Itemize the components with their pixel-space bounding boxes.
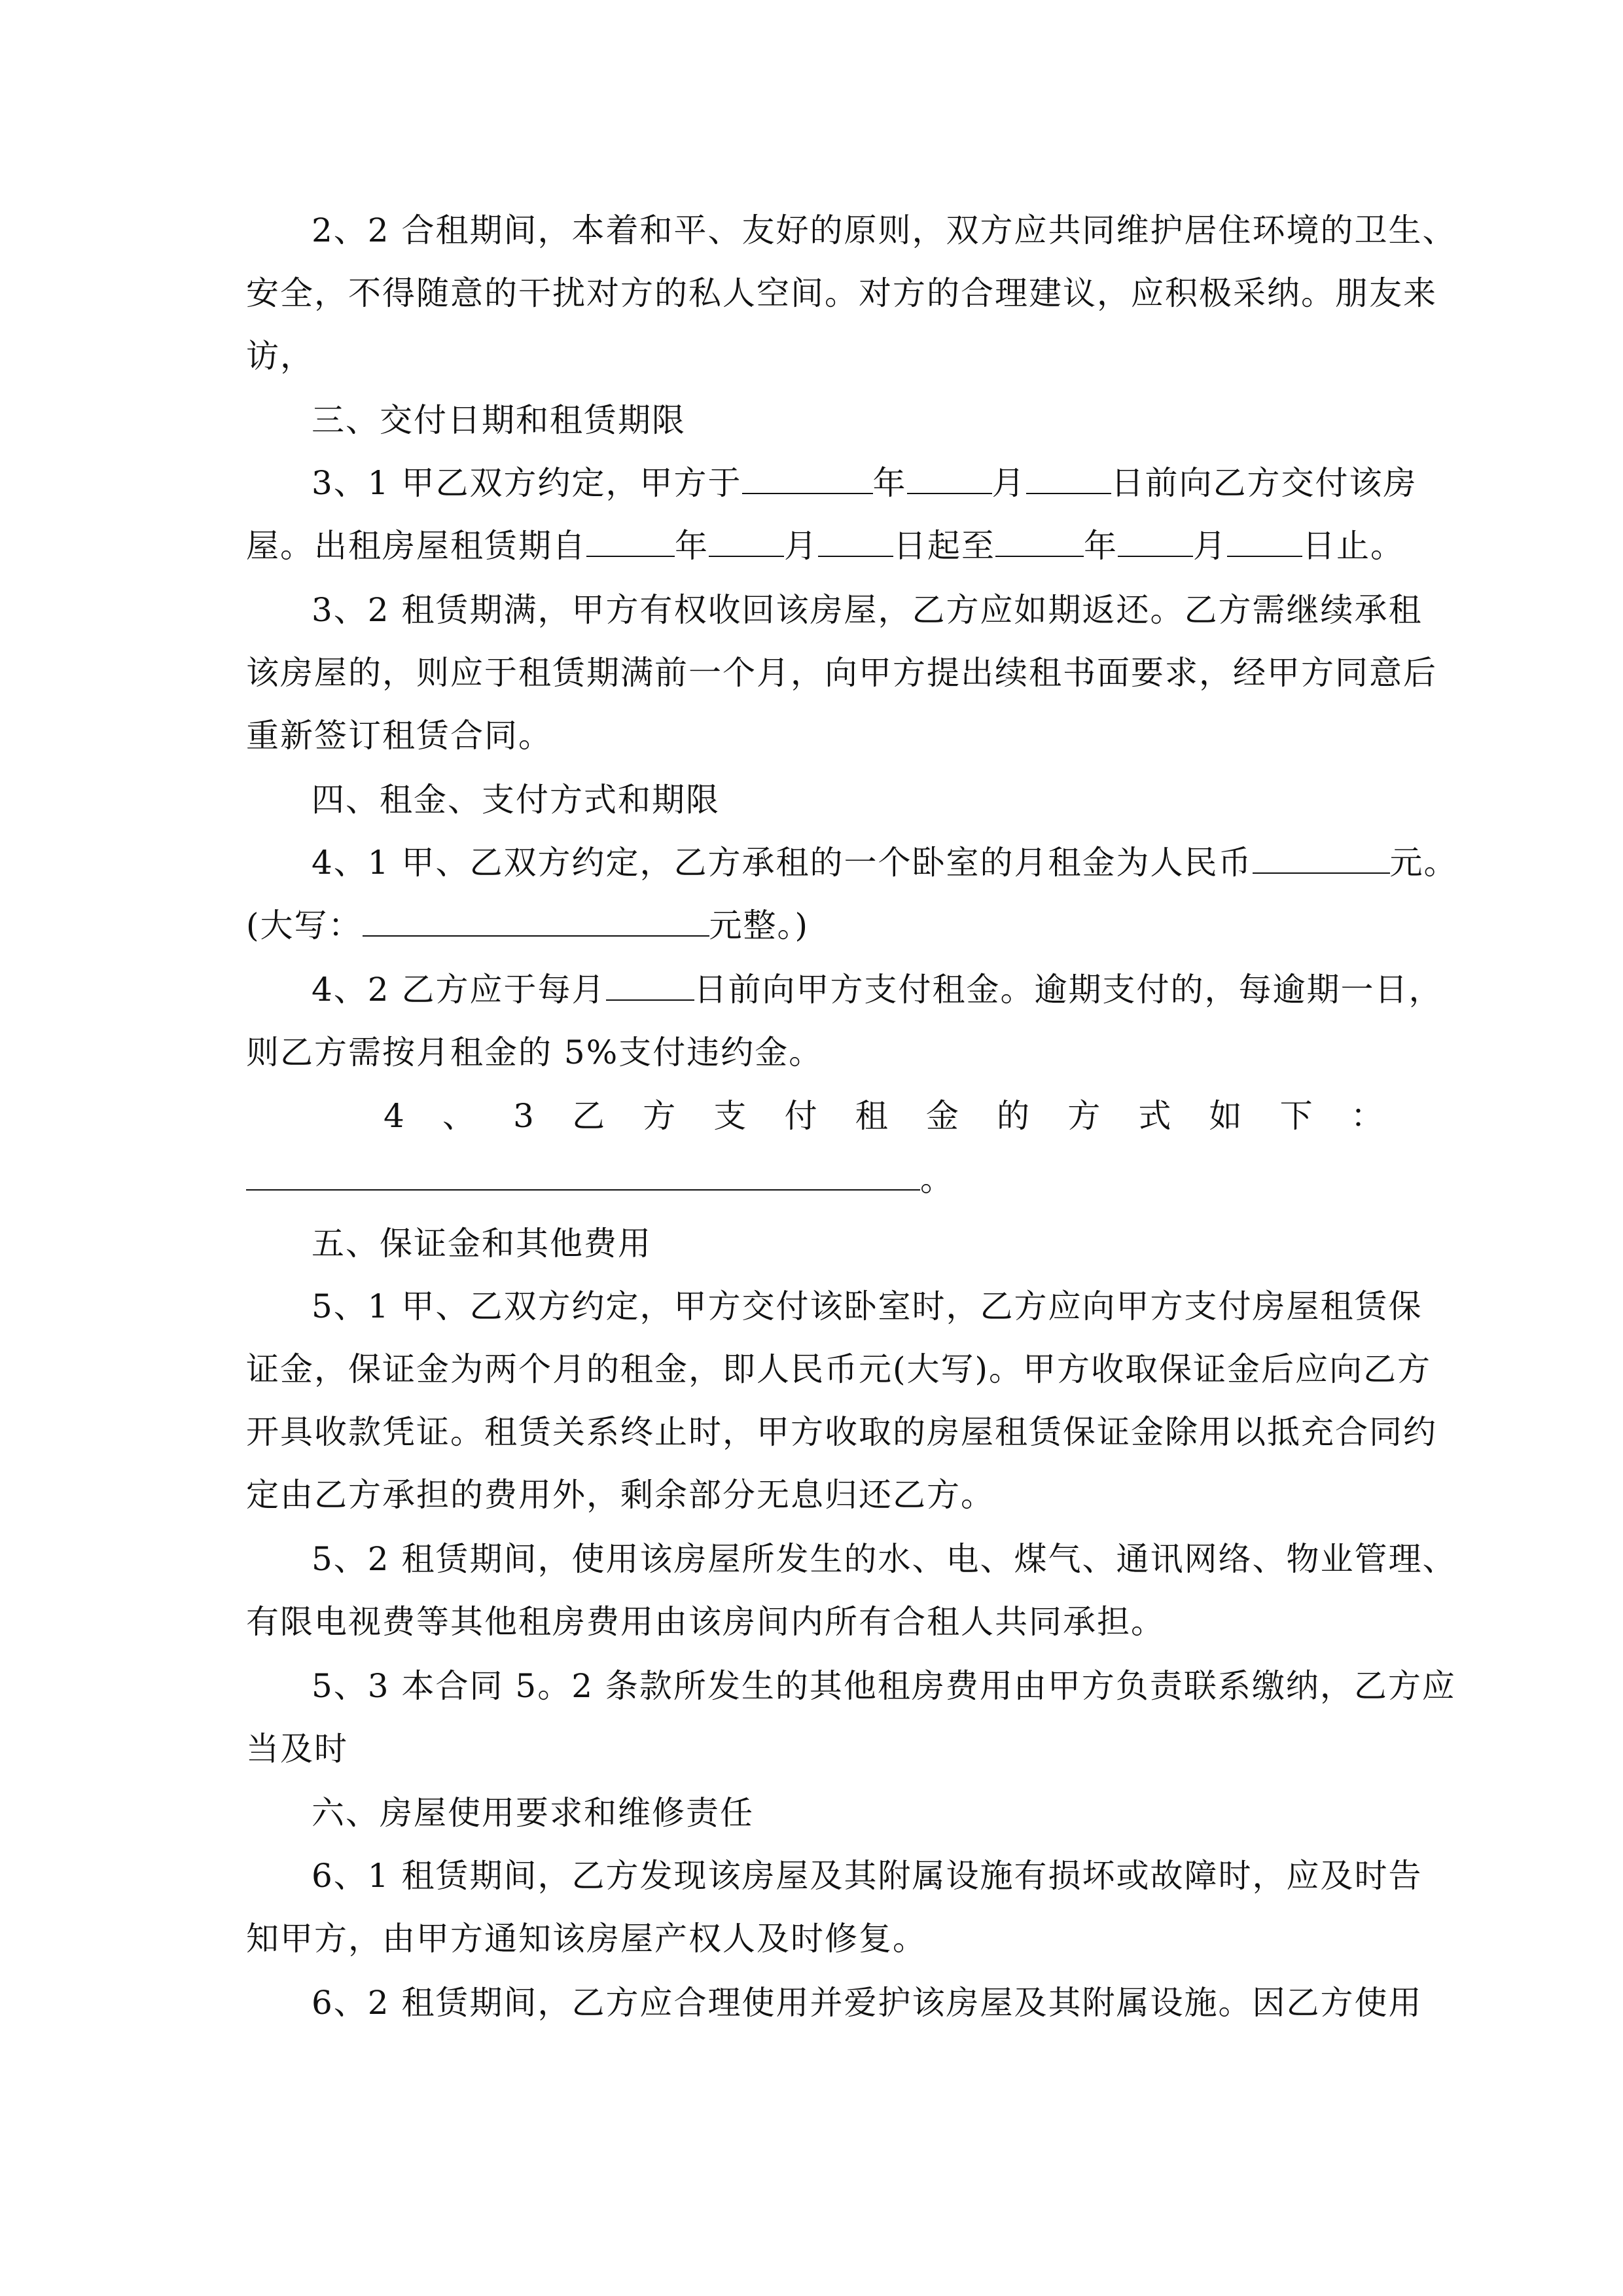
text: 月: [1193, 527, 1227, 565]
paragraph-5-1-line-4: 定由乙方承担的费用外，剩余部分无息归还乙方。: [246, 1476, 995, 1514]
paragraph-6-1-line-1: 6、1 租赁期间，乙方发现该房屋及其附属设施有损坏或故障时，应及时告: [312, 1857, 1423, 1895]
blank-field: [1026, 464, 1111, 494]
paragraph-3-1-line-2: [246, 526, 1404, 565]
paragraph-3-2-line-1: 3、2 租赁期满，甲方有权收回该房屋，乙方应如期返还。乙方需继续承租: [312, 591, 1423, 629]
text: 年: [872, 464, 907, 502]
blank-field: [818, 527, 893, 557]
char: 方: [643, 1097, 677, 1135]
section-heading-3: 三、交付日期和租赁期限: [312, 401, 686, 439]
text: (大写：: [246, 906, 363, 944]
blank-field: [907, 464, 992, 494]
section-heading-6: 六、房屋使用要求和维修责任: [312, 1794, 754, 1832]
char: 、: [442, 1097, 476, 1135]
blank-field: [995, 527, 1084, 557]
text: 元整。): [709, 906, 810, 944]
text: 元。: [1389, 844, 1458, 882]
paragraph-5-1-line-1: 5、1 甲、乙双方约定，甲方交付该卧室时，乙方应向甲方支付房屋租赁保: [312, 1287, 1423, 1325]
paragraph-4-1-line-1: [312, 843, 1458, 882]
blank-field: [586, 527, 675, 557]
char: 支: [713, 1097, 748, 1135]
blank-field: [246, 1160, 920, 1191]
blank-field: [1118, 527, 1193, 557]
paragraph-4-2-line-2: 则乙方需按月租金的 5%支付违约金。: [246, 1033, 823, 1071]
paragraph-2-2-line-2: 安全，不得随意的干扰对方的私人空间。对方的合理建议，应积极采纳。朋友来: [246, 274, 1437, 312]
text: 日前向乙方交付该房: [1111, 464, 1418, 502]
text: 屋。出租房屋租赁期自: [246, 527, 586, 565]
paragraph-4-1-line-2: [246, 906, 1391, 945]
paragraph-5-3-line-1: 5、3 本合同 5。2 条款所发生的其他租房费用由甲方负责联系缴纳，乙方应: [312, 1667, 1456, 1705]
section-heading-4: 四、租金、支付方式和期限: [312, 781, 720, 819]
paragraph-6-1-line-2: 知甲方，由甲方通知该房屋产权人及时修复。: [246, 1920, 927, 1958]
paragraph-5-1-line-3: 开具收款凭证。租赁关系终止时，甲方收取的房屋租赁保证金除用以抵充合同约: [246, 1413, 1437, 1451]
char: 的: [997, 1097, 1031, 1135]
blank-field: [1227, 527, 1302, 557]
paragraph-4-3-line-1: [383, 1096, 1385, 1136]
paragraph-5-1-line-2: 证金，保证金为两个月的租金，即人民币元(大写)。甲方收取保证金后应向乙方: [246, 1350, 1432, 1388]
paragraph-5-2-line-1: 5、2 租赁期间，使用该房屋所发生的水、电、煤气、通讯网络、物业管理、: [312, 1540, 1457, 1578]
paragraph-5-2-line-2: 有限电视费等其他租房费用由该房间内所有合租人共同承担。: [246, 1603, 1165, 1641]
paragraph-3-1-line-1: [312, 463, 1418, 503]
text: 年: [675, 527, 709, 565]
paragraph-4-3-line-2: [246, 1160, 1391, 1199]
char: 乙: [572, 1097, 607, 1135]
text: 3、1 甲乙双方约定，甲方于: [312, 464, 742, 502]
blank-field: [742, 464, 873, 494]
char: 4: [383, 1097, 406, 1135]
char: 式: [1138, 1097, 1173, 1135]
char: 方: [1067, 1097, 1102, 1135]
blank-field: [709, 527, 784, 557]
paragraph-2-2-line-3: 访，: [246, 337, 314, 375]
text: 4、1 甲、乙双方约定，乙方承租的一个卧室的月租金为人民币: [312, 844, 1253, 882]
text: 月: [991, 464, 1026, 502]
blank-field: [606, 971, 694, 1001]
section-heading-5: 五、保证金和其他费用: [312, 1225, 652, 1263]
text: 月: [784, 527, 818, 565]
paragraph-3-2-line-2: 该房屋的，则应于租赁期满前一个月，向甲方提出续租书面要求，经甲方同意后: [246, 654, 1437, 692]
text: 年: [1084, 527, 1118, 565]
paragraph-6-2-line-1: 6、2 租赁期间，乙方应合理使用并爱护该房屋及其附属设施。因乙方使用: [312, 1984, 1423, 2022]
char: 付: [784, 1097, 819, 1135]
text: 日前向甲方支付租金。逾期支付的，每逾期一日，: [694, 971, 1443, 1009]
text: 日起至: [893, 527, 995, 565]
paragraph-2-2-line-1: 2、2 合租期间，本着和平、友好的原则，双方应共同维护居住环境的卫生、: [312, 211, 1457, 249]
text: 4、2 乙方应于每月: [312, 971, 606, 1009]
char: ：: [1350, 1097, 1385, 1135]
paragraph-3-2-line-3: 重新签订租赁合同。: [246, 717, 552, 755]
text: 日止。: [1302, 527, 1404, 565]
char: 下: [1279, 1097, 1314, 1135]
char: 租: [855, 1097, 889, 1135]
char: 3: [513, 1097, 535, 1135]
blank-field: [363, 906, 709, 937]
text: 。: [920, 1160, 954, 1198]
char: 金: [925, 1097, 960, 1135]
blank-field: [1253, 844, 1390, 874]
char: 如: [1209, 1097, 1243, 1135]
paragraph-4-2-line-1: [312, 970, 1443, 1009]
paragraph-5-3-line-2: 当及时: [246, 1730, 348, 1768]
